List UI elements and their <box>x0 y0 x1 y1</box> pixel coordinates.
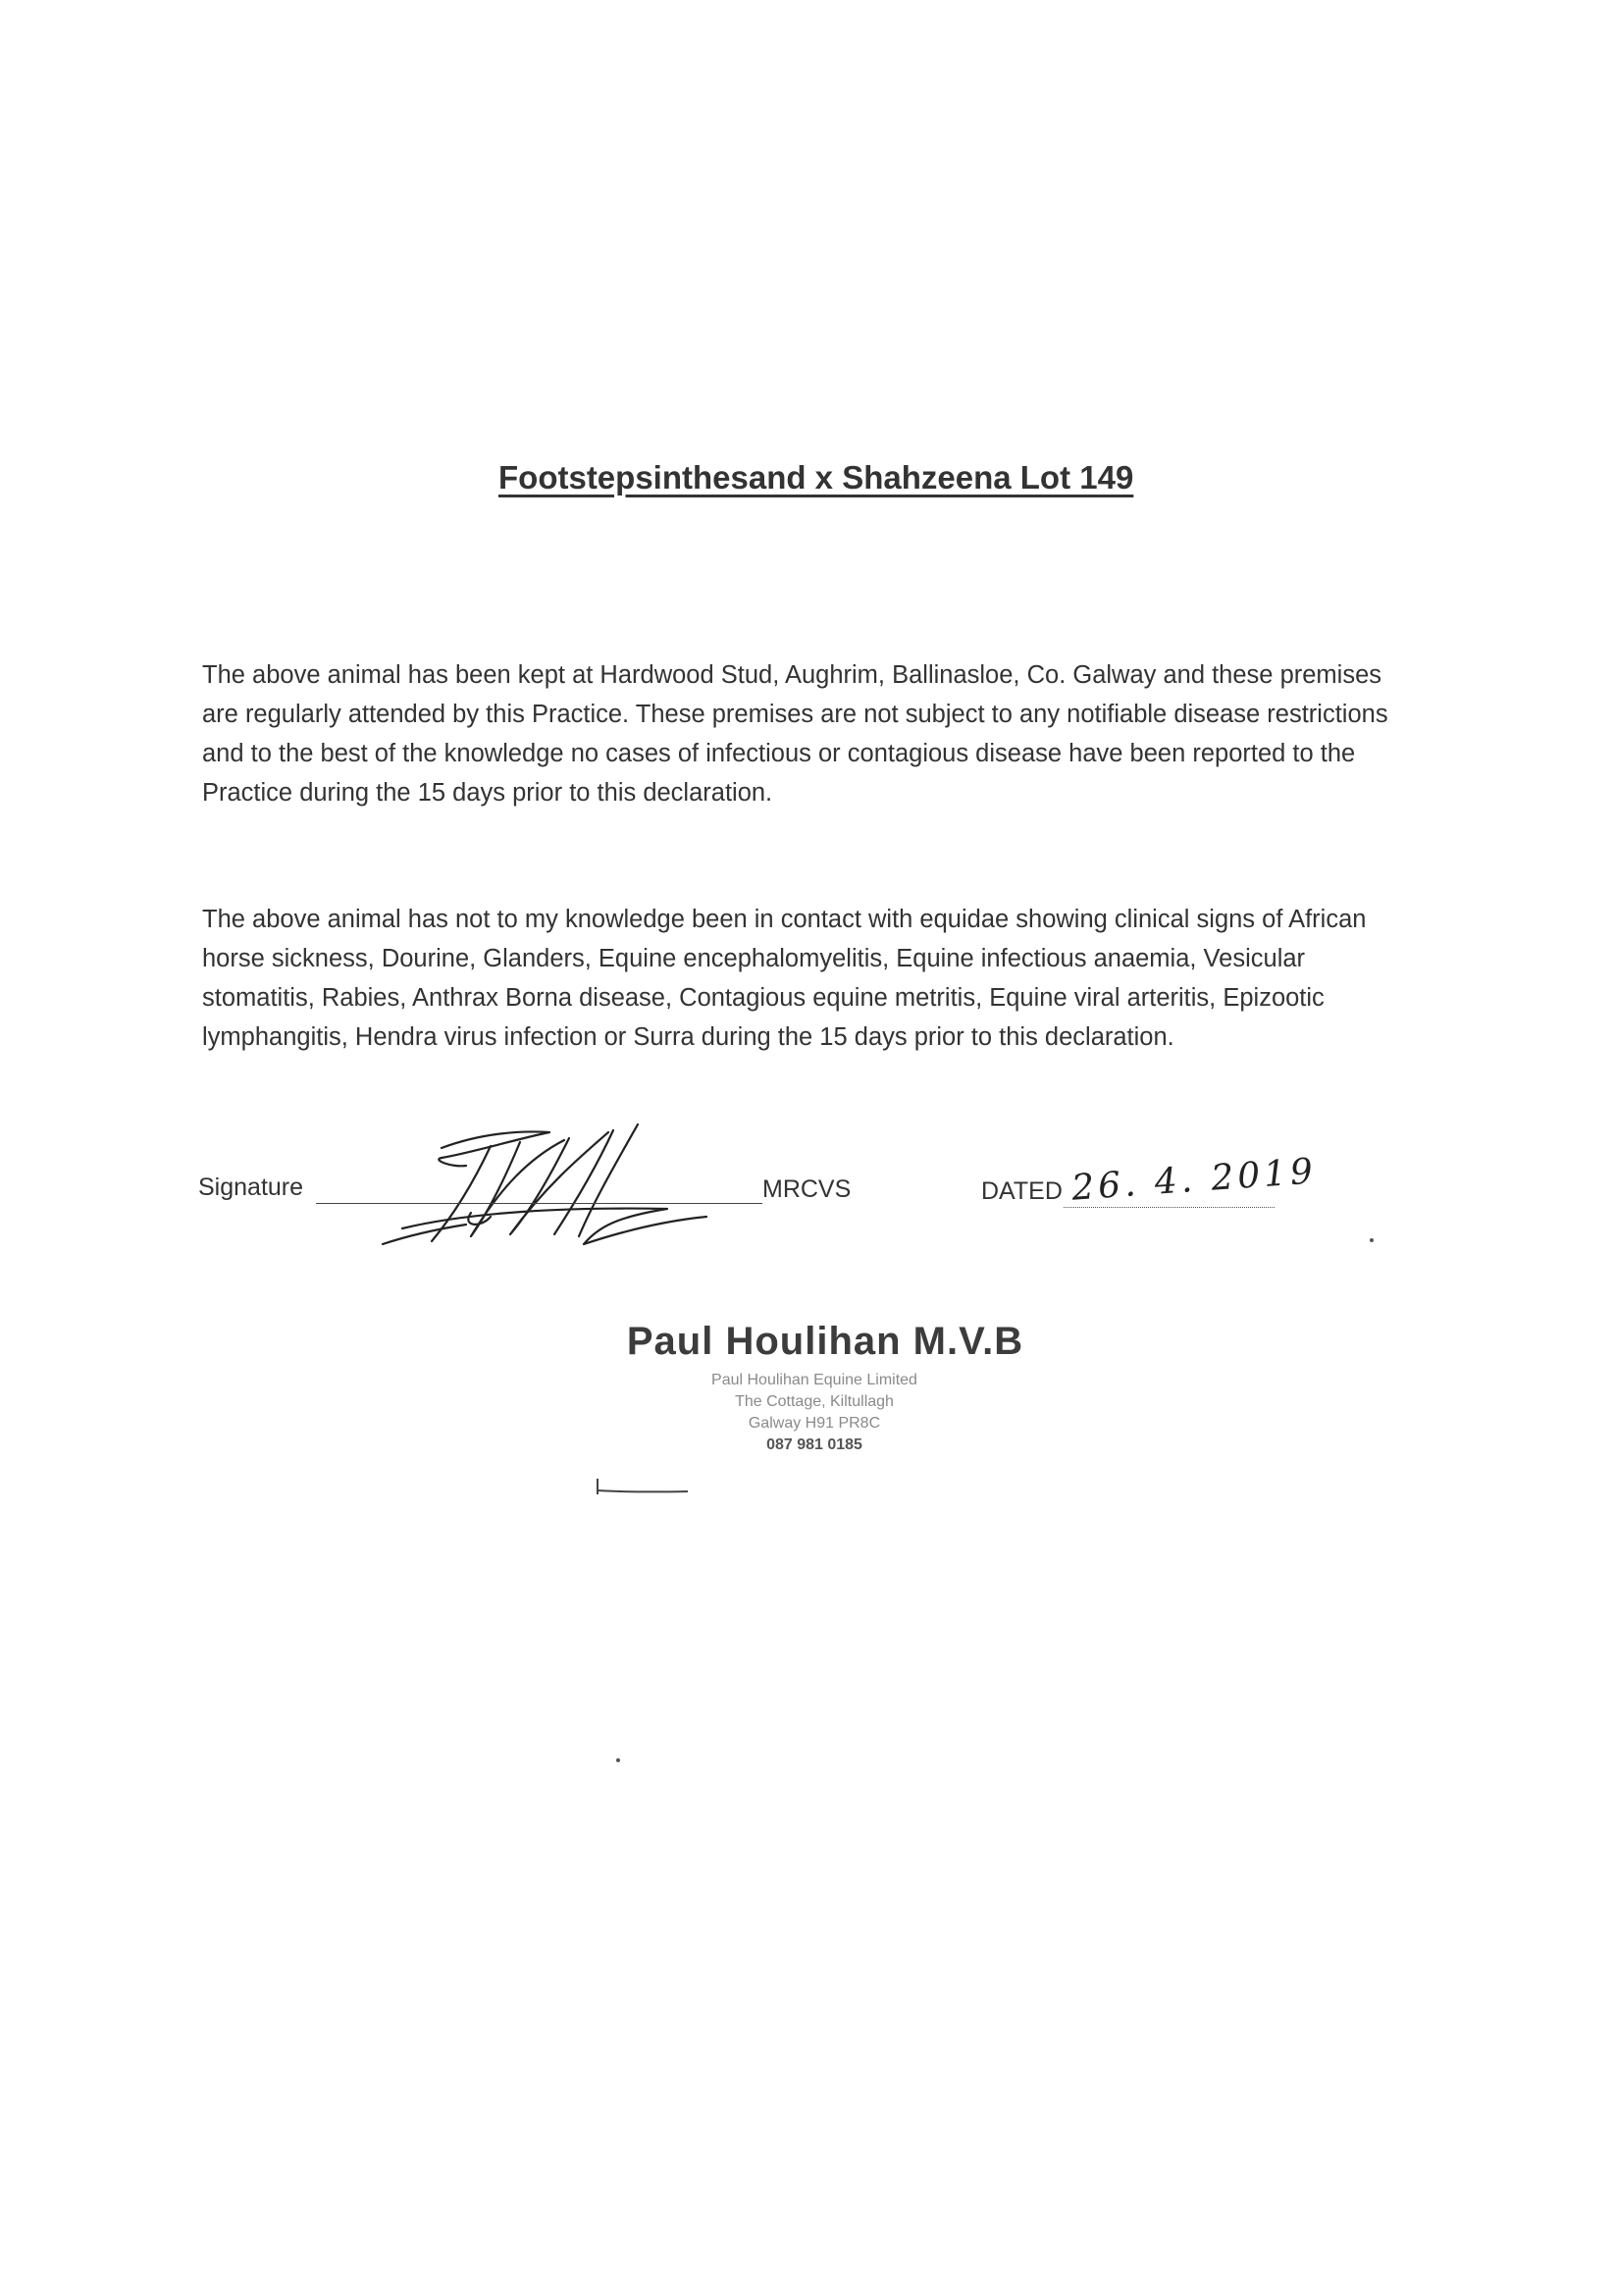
stray-mark <box>1370 1238 1374 1242</box>
signature-line <box>316 1203 762 1204</box>
stray-mark <box>616 1758 620 1762</box>
dated-label: DATED <box>981 1177 1063 1205</box>
stamp-company: Paul Houlihan Equine Limited <box>711 1372 917 1388</box>
stamp-phone: 087 981 0185 <box>766 1436 862 1453</box>
veterinary-stamp <box>589 1320 1040 1456</box>
premises-declaration-paragraph: The above animal has been kept at Hardwood Stud, Aughrim, Ballinasloe, Co. Galway and these premises are regularly attended by this Practice. These premises are not subject to any notifiable disease restrictions and to the best of the knowledge no cases of infectious or contagious disease have been reported to the Practice during the 15 days prior to this declaration. <box>202 661 1388 807</box>
signature-label: Signature <box>198 1174 304 1201</box>
dated-line <box>1064 1207 1275 1208</box>
credential-label: MRCVS <box>762 1175 852 1203</box>
stamp-postcode-line: Galway H91 PR8C <box>748 1415 881 1432</box>
document-title: Footstepsinthesand x Shahzeena Lot 149 <box>498 459 1134 496</box>
stamp-address-line: The Cottage, Kiltullagh <box>735 1393 894 1410</box>
signature-row <box>198 1151 1474 1232</box>
disease-contact-declaration-paragraph: The above animal has not to my knowledge been in contact with equidae showing clinical signs of African horse sickness, Dourine, Glanders, Equine encephalomyelitis, Equine infectious anaemia, Vesicular stomatitis, Rabies, Anthrax Borna disease, Contagious equine metritis, Equine viral arteritis, Epizootic lymphangitis, Hendra virus infection or Surra during the 15 days prior to this declaration. <box>202 906 1367 1051</box>
stamp-name: Paul Houlihan M.V.B <box>626 1320 1024 1363</box>
handwritten-date: 26. 4. 2019 <box>1069 1151 1319 1209</box>
stamp-ink-mark <box>594 1477 692 1496</box>
